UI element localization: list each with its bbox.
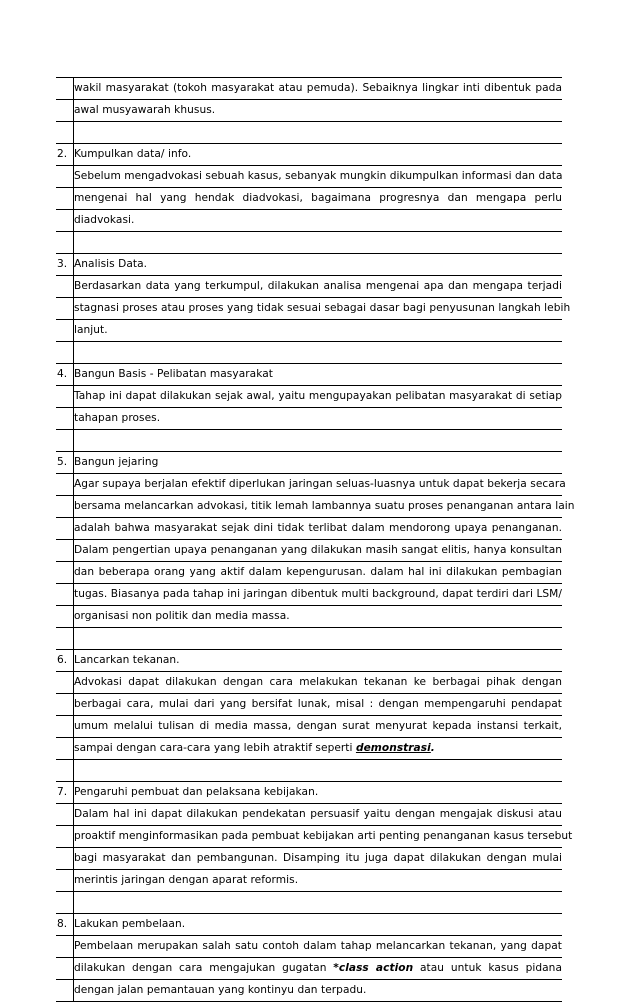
body-text: Agar supaya berjalan efektif diperlukan jaringan seluas-luasnya untuk dapat bekerja secara bbox=[74, 478, 566, 490]
text-line bbox=[56, 386, 562, 408]
section-title: Kumpulkan data/ info. bbox=[74, 148, 192, 160]
body-text bbox=[74, 738, 562, 758]
text-line bbox=[56, 77, 562, 100]
spacer-line bbox=[56, 232, 562, 254]
spacer-line bbox=[56, 430, 562, 452]
section-heading bbox=[56, 452, 562, 474]
text-line bbox=[56, 188, 562, 210]
body-text: mengenai hal yang hendak diadvokasi, bagaimana progresnya dan mengapa perlu bbox=[74, 192, 562, 204]
emphasis-text: *class action bbox=[333, 962, 414, 974]
body-text: diadvokasi. bbox=[74, 214, 135, 226]
emphasis-text: demonstrasi bbox=[355, 742, 431, 754]
text-segment: sampai dengan cara-cara yang lebih atraktif seperti bbox=[74, 742, 356, 754]
body-text: tugas. Biasanya pada tahap ini jaringan dibentuk multi background, dapat terdiri dari LSM/ bbox=[74, 588, 562, 600]
body-text: wakil masyarakat (tokoh masyarakat atau pemuda). Sebaiknya lingkar inti dibentuk pada bbox=[74, 82, 562, 94]
body-text: Advokasi dapat dilakukan dengan cara melakukan tekanan ke berbagai pihak dengan bbox=[74, 676, 562, 688]
section-heading bbox=[56, 364, 562, 386]
body-text: dengan jalan pemantauan yang kontinyu dan terpadu. bbox=[74, 984, 367, 996]
text-line bbox=[56, 276, 562, 298]
text-line bbox=[56, 320, 562, 342]
body-text: Dalam pengertian upaya penanganan yang dilakukan masih sangat elitis, hanya konsultan bbox=[74, 544, 562, 556]
section-heading bbox=[56, 782, 562, 804]
text-line bbox=[56, 804, 562, 826]
text-line bbox=[56, 298, 571, 320]
body-text: merintis jaringan dengan aparat reformis. bbox=[74, 874, 299, 886]
body-text: Sebelum mengadvokasi sebuah kasus, sebanyak mungkin dikumpulkan informasi dan data bbox=[74, 170, 563, 182]
section-title: Analisis Data. bbox=[74, 258, 148, 270]
body-text: Tahap ini dapat dilakukan sejak awal, yaitu mengupayakan pelibatan masyarakat di setiap bbox=[74, 390, 562, 402]
text-line bbox=[56, 518, 562, 540]
document-body bbox=[56, 77, 575, 1002]
section-number: 8. bbox=[57, 918, 68, 930]
body-text: umum melalui tulisan di media massa, dengan surat menyurat kepada instansi terkait, bbox=[74, 720, 562, 732]
text-line bbox=[56, 694, 562, 716]
body-text: bersama melancarkan advokasi, titik lemah lambannya suatu proses penanganan antara lain bbox=[74, 500, 575, 512]
spacer-line bbox=[56, 628, 562, 650]
text-line bbox=[56, 958, 562, 980]
text-line bbox=[56, 474, 566, 496]
spacer-line bbox=[56, 122, 562, 144]
text-line bbox=[56, 870, 562, 892]
text-segment: dilakukan dengan cara mengajukan gugatan bbox=[74, 962, 334, 974]
text-line bbox=[56, 716, 562, 738]
section-title: Lakukan pembelaan. bbox=[74, 918, 186, 930]
spacer-line bbox=[56, 342, 562, 364]
section-number: 4. bbox=[57, 368, 68, 380]
section-title: Bangun jejaring bbox=[74, 456, 159, 468]
body-text: berbagai cara, mulai dari yang bersifat lunak, misal : dengan mempengaruhi pendapat bbox=[74, 698, 562, 710]
body-text: bagi masyarakat dan pembangunan. Disamping itu juga dapat dilakukan dengan mulai bbox=[74, 852, 562, 864]
text-line bbox=[56, 210, 562, 232]
body-text: Dalam hal ini dapat dilakukan pendekatan persuasif yaitu dengan mengajak diskusi atau bbox=[74, 808, 562, 820]
section-title: Lancarkan tekanan. bbox=[74, 654, 180, 666]
section-heading bbox=[56, 254, 562, 276]
text-line bbox=[56, 496, 575, 518]
section-number: 2. bbox=[57, 148, 68, 160]
spacer-line bbox=[56, 760, 562, 782]
body-text: adalah bahwa masyarakat sejak dini tidak terlibat dalam mendorong upaya penanganan. bbox=[74, 522, 562, 534]
section-number: 3. bbox=[57, 258, 68, 270]
spacer-line bbox=[56, 892, 562, 914]
section-number: 6. bbox=[57, 654, 68, 666]
text-line bbox=[56, 848, 562, 870]
text-line bbox=[56, 540, 562, 562]
body-text: proaktif menginformasikan pada pembuat kebijakan arti penting penanganan kasus tersebut bbox=[74, 830, 573, 842]
text-segment: . bbox=[430, 742, 435, 754]
section-heading bbox=[56, 914, 562, 936]
text-line bbox=[56, 936, 562, 958]
text-line bbox=[56, 584, 562, 606]
text-line bbox=[56, 826, 573, 848]
text-line bbox=[56, 738, 562, 760]
text-line bbox=[56, 672, 562, 694]
body-text: Pembelaan merupakan salah satu contoh dalam tahap melancarkan tekanan, yang dapat bbox=[74, 940, 562, 952]
section-number: 7. bbox=[57, 786, 68, 798]
text-segment: atau untuk kasus pidana bbox=[413, 962, 562, 974]
section-title: Bangun Basis - Pelibatan masyarakat bbox=[74, 368, 273, 380]
body-text: lanjut. bbox=[74, 324, 108, 336]
text-line bbox=[56, 562, 562, 584]
section-number: 5. bbox=[57, 456, 68, 468]
body-text: stagnasi proses atau proses yang tidak sesuai sebagai dasar bagi penyusunan langkah lebih bbox=[74, 302, 571, 314]
section-heading bbox=[56, 650, 562, 672]
body-text: organisasi non politik dan media massa. bbox=[74, 610, 290, 622]
body-text bbox=[74, 958, 562, 978]
section-heading bbox=[56, 144, 562, 166]
text-line bbox=[56, 408, 562, 430]
body-text: awal musyawarah khusus. bbox=[74, 104, 216, 116]
body-text: dan beberapa orang yang aktif dalam kepengurusan. dalam hal ini dilakukan pembagian bbox=[74, 566, 562, 578]
text-line bbox=[56, 606, 562, 628]
body-text: Berdasarkan data yang terkumpul, dilakukan analisa mengenai apa dan mengapa terjadi bbox=[74, 280, 562, 292]
body-text: tahapan proses. bbox=[74, 412, 161, 424]
section-title: Pengaruhi pembuat dan pelaksana kebijakan. bbox=[74, 786, 319, 798]
text-line bbox=[56, 166, 562, 188]
text-line bbox=[56, 100, 562, 122]
text-line bbox=[56, 980, 562, 1002]
